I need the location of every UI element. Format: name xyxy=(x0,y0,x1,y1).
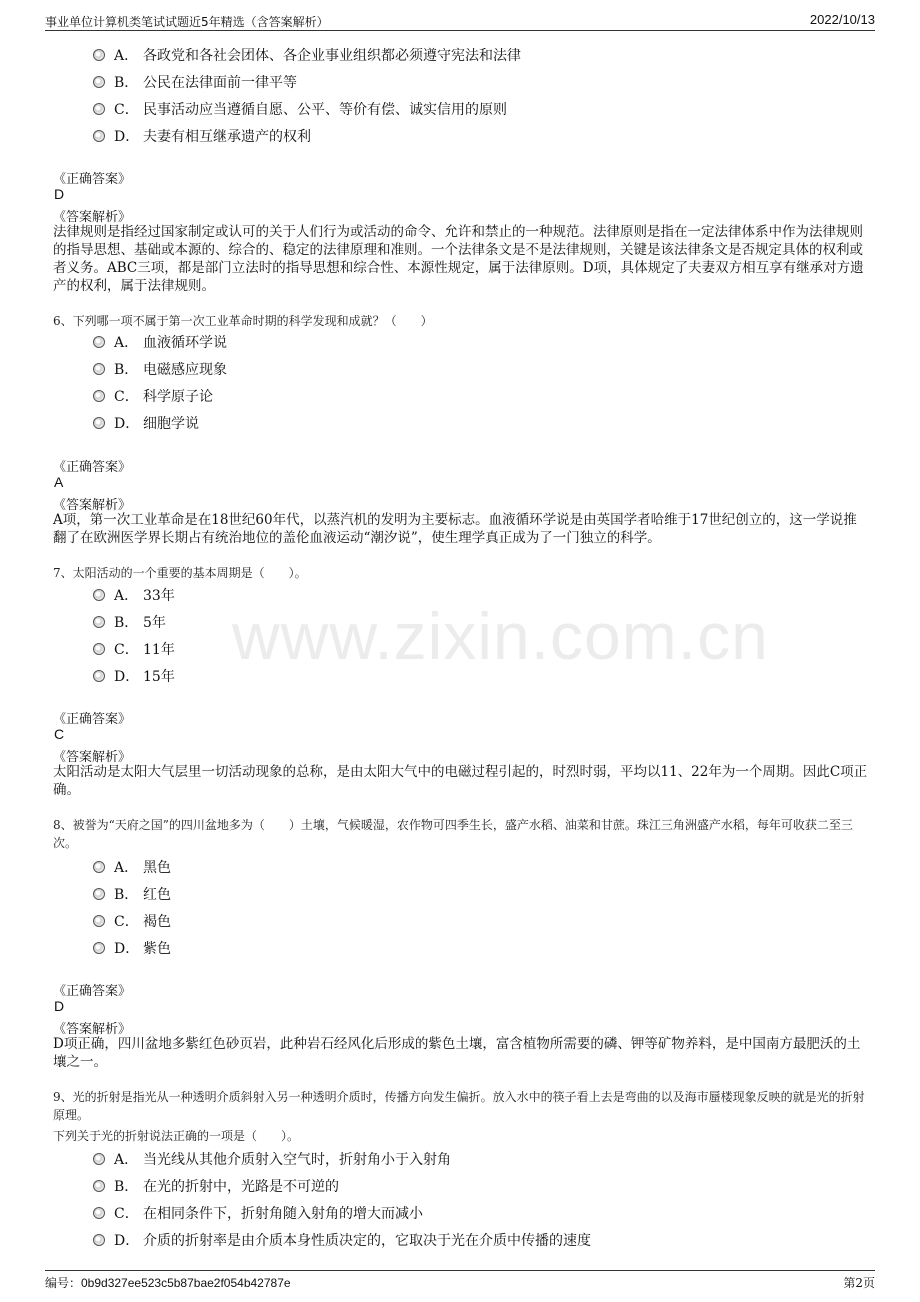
analysis-text: 太阳活动是太阳大气层里一切活动现象的总称，是由太阳大气中的电磁过程引起的，时烈时弱，平均以11、22年为一个周期。因此C项正确。 xyxy=(53,764,868,798)
analysis-text: A项，第一次工业革命是在18世纪60年代，以蒸汽机的发明为主要标志。血液循环学说是由英国学者哈维于17世纪创立的，这一学说推翻了在欧洲医学界长期占有统治地位的盖伦血液运动“潮汐说”，使生理学真正成为了一门独立的科学。 xyxy=(53,512,857,546)
radio-icon[interactable] xyxy=(93,915,105,927)
page-number: 第2页 xyxy=(843,1276,875,1290)
page-header xyxy=(45,10,875,31)
correct-answer-label: 《正确答案》 xyxy=(53,984,132,999)
question-9-prompt: 下列关于光的折射说法正确的一项是（ ）。 xyxy=(53,1129,300,1143)
analysis-text: 法律规则是指经过国家制定或认可的关于人们行为或活动的命令、允许和禁止的一种规范。法律原则是指在一定法律体系中作为法律规则的指导思想、基础或本源的、综合的、稳定的法律原理和准则。一个法律条文是不是法律规则，关键是该法律条文是否规定具体的权利或者义务。ABC三项，都是部门立法时的指导思想和综合性、本源性规定，属于法律原则。D项，具体规定了夫妻双方相互享有继承对方遗产的权利，属于法律规则。 xyxy=(53,224,864,294)
correct-answer-label: 《正确答案》 xyxy=(53,460,132,475)
radio-icon[interactable] xyxy=(93,336,105,348)
radio-icon[interactable] xyxy=(93,1234,105,1246)
radio-icon[interactable] xyxy=(93,861,105,873)
correct-answer: A xyxy=(54,474,64,490)
analysis-text: D项正确，四川盆地多紫红色砂页岩，此种岩石经风化后形成的紫色土壤，富含植物所需要的磷、钾等矿物养料，是中国南方最肥沃的土壤之一。 xyxy=(53,1036,861,1070)
radio-icon[interactable] xyxy=(93,942,105,954)
radio-icon[interactable] xyxy=(93,417,105,429)
question-6: 6、下列哪一项不属于第一次工业革命时期的科学发现和成就？（ ） xyxy=(53,314,433,328)
correct-answer: C xyxy=(54,726,65,742)
radio-icon[interactable] xyxy=(93,589,105,601)
correct-answer-label: 《正确答案》 xyxy=(53,712,132,727)
analysis-label: 《答案解析》 xyxy=(53,210,132,225)
radio-icon[interactable] xyxy=(93,1180,105,1192)
radio-icon[interactable] xyxy=(93,888,105,900)
radio-icon[interactable] xyxy=(93,363,105,375)
correct-answer: D xyxy=(54,998,65,1014)
question-9: 9、光的折射是指光从一种透明介质斜射入另一种透明介质时，传播方向发生偏折。放入水中的筷子看上去是弯曲的以及海市蜃楼现象反映的就是光的折射原理。 xyxy=(53,1090,865,1122)
document-code: 编号：0b9d327ee523c5b87bae2f054b42787e xyxy=(45,1276,291,1290)
page-footer xyxy=(45,1270,875,1293)
question-8: 8、被誉为“天府之国”的四川盆地多为（ ）土壤，气候暖湿，农作物可四季生长，盛产水稻、油菜和甘蔗。珠江三角洲盛产水稻，每年可收获二至三次。 xyxy=(53,818,853,850)
question-7: 7、太阳活动的一个重要的基本周期是（ ）。 xyxy=(53,566,307,580)
analysis-label: 《答案解析》 xyxy=(53,750,132,765)
analysis-label: 《答案解析》 xyxy=(53,498,132,513)
radio-icon[interactable] xyxy=(93,130,105,142)
correct-answer-label: 《正确答案》 xyxy=(53,172,132,187)
radio-icon[interactable] xyxy=(93,616,105,628)
radio-icon[interactable] xyxy=(93,643,105,655)
radio-icon[interactable] xyxy=(93,390,105,402)
radio-icon[interactable] xyxy=(93,49,105,61)
radio-icon[interactable] xyxy=(93,1207,105,1219)
document-date: 2022/10/13 xyxy=(809,12,875,27)
radio-icon[interactable] xyxy=(93,103,105,115)
radio-icon[interactable] xyxy=(93,1153,105,1165)
watermark: www.zixin.com.cn xyxy=(232,599,769,673)
radio-icon[interactable] xyxy=(93,76,105,88)
radio-icon[interactable] xyxy=(93,670,105,682)
document-title: 事业单位计算机类笔试试题近5年精选（含答案解析） xyxy=(45,15,329,29)
analysis-label: 《答案解析》 xyxy=(53,1022,132,1037)
correct-answer: D xyxy=(54,186,65,202)
